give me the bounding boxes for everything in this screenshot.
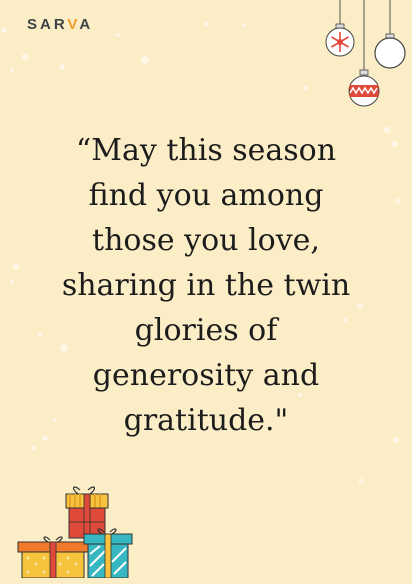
logo-text-suffix: A xyxy=(79,16,94,33)
zigzag-ornament-icon xyxy=(349,70,379,106)
teal-gift-box-icon xyxy=(84,529,132,578)
snowflake-ornament-icon xyxy=(326,24,354,56)
logo-text-accent: V xyxy=(67,16,80,33)
gift-boxes xyxy=(14,484,138,578)
quote-line: “May this season xyxy=(75,133,337,168)
quote-line: those you love, xyxy=(92,223,320,258)
quote-line: glories of xyxy=(134,313,278,348)
holiday-quote xyxy=(20,128,392,443)
quote-line: find you among xyxy=(88,178,324,213)
logo-text-prefix: SAR xyxy=(27,16,68,33)
plain-white-ornament-icon xyxy=(375,34,405,68)
quote-line: generosity and xyxy=(92,358,320,393)
quote-line: gratitude." xyxy=(123,403,289,438)
quote-line: sharing in the twin xyxy=(61,268,351,303)
christmas-ornaments xyxy=(318,0,412,112)
yellow-gift-box-icon xyxy=(18,537,88,578)
